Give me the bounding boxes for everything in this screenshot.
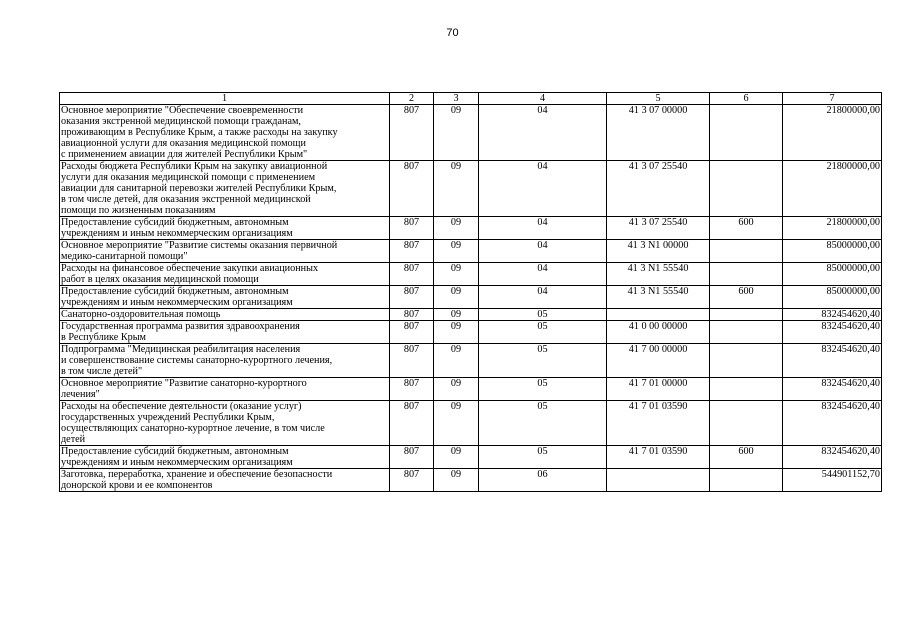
table-row bbox=[60, 309, 882, 321]
row-name-cell: Расходы бюджета Республики Крым на закупку авиационной услуги для оказания медицинской помощи с применением авиации для санитарной перевозки жителей Республики Крым, в том числе детей, для оказания экстренной медицинской помощи по жизненным показаниям bbox=[60, 161, 390, 217]
expense-type-cell bbox=[710, 240, 783, 263]
amount-cell: 832454620,40 bbox=[783, 344, 882, 378]
page-number: 70 bbox=[446, 27, 459, 39]
row-name-cell: Заготовка, переработка, хранение и обеспечение безопасности донорской крови и ее компонентов bbox=[60, 469, 390, 492]
target-article-cell bbox=[607, 309, 710, 321]
target-article-cell: 41 3 07 00000 bbox=[607, 105, 710, 161]
table-row bbox=[60, 446, 882, 469]
table-row bbox=[60, 321, 882, 344]
department-code-cell: 807 bbox=[390, 105, 434, 161]
amount-cell: 85000000,00 bbox=[783, 286, 882, 309]
expense-type-cell bbox=[710, 378, 783, 401]
amount-cell: 21800000,00 bbox=[783, 217, 882, 240]
section-code-cell: 09 bbox=[434, 446, 479, 469]
row-name-cell: Основное мероприятие "Развитие санаторно-курортного лечения" bbox=[60, 378, 390, 401]
section-code-cell: 09 bbox=[434, 286, 479, 309]
section-code-cell: 09 bbox=[434, 161, 479, 217]
subsection-code-cell: 05 bbox=[479, 321, 607, 344]
department-code-cell: 807 bbox=[390, 240, 434, 263]
table-row bbox=[60, 240, 882, 263]
subsection-code-cell: 05 bbox=[479, 446, 607, 469]
amount-cell: 85000000,00 bbox=[783, 240, 882, 263]
row-name-cell: Предоставление субсидий бюджетным, автономным учреждениям и иным некоммерческим организациям bbox=[60, 217, 390, 240]
target-article-cell: 41 3 07 25540 bbox=[607, 217, 710, 240]
amount-cell: 21800000,00 bbox=[783, 105, 882, 161]
column-header: 6 bbox=[710, 93, 783, 105]
row-name-cell: Расходы на финансовое обеспечение закупки авиационных работ в целях оказания медицинской помощи bbox=[60, 263, 390, 286]
row-name-cell: Санаторно-оздоровительная помощь bbox=[60, 309, 390, 321]
target-article-cell: 41 3 N1 55540 bbox=[607, 263, 710, 286]
column-header: 3 bbox=[434, 93, 479, 105]
subsection-code-cell: 04 bbox=[479, 263, 607, 286]
section-code-cell: 09 bbox=[434, 469, 479, 492]
department-code-cell: 807 bbox=[390, 309, 434, 321]
amount-cell: 832454620,40 bbox=[783, 401, 882, 446]
department-code-cell: 807 bbox=[390, 286, 434, 309]
expense-type-cell bbox=[710, 469, 783, 492]
amount-cell: 832454620,40 bbox=[783, 321, 882, 344]
amount-cell: 21800000,00 bbox=[783, 161, 882, 217]
row-name-cell: Предоставление субсидий бюджетным, автономным учреждениям и иным некоммерческим организациям bbox=[60, 446, 390, 469]
department-code-cell: 807 bbox=[390, 321, 434, 344]
subsection-code-cell: 05 bbox=[479, 401, 607, 446]
target-article-cell: 41 7 01 03590 bbox=[607, 401, 710, 446]
expense-type-cell: 600 bbox=[710, 446, 783, 469]
section-code-cell: 09 bbox=[434, 309, 479, 321]
subsection-code-cell: 05 bbox=[479, 309, 607, 321]
section-code-cell: 09 bbox=[434, 321, 479, 344]
column-header: 4 bbox=[479, 93, 607, 105]
subsection-code-cell: 05 bbox=[479, 378, 607, 401]
target-article-cell bbox=[607, 469, 710, 492]
section-code-cell: 09 bbox=[434, 344, 479, 378]
department-code-cell: 807 bbox=[390, 446, 434, 469]
section-code-cell: 09 bbox=[434, 401, 479, 446]
subsection-code-cell: 04 bbox=[479, 217, 607, 240]
target-article-cell: 41 3 07 25540 bbox=[607, 161, 710, 217]
row-name-cell: Основное мероприятие "Обеспечение своевременности оказания экстренной медицинской помощи гражданам, проживающим в Республике Крым, а также расходы на закупку авиационной услуги для оказания медицинской помощи с применением авиации для жителей Республики Крым" bbox=[60, 105, 390, 161]
table-row bbox=[60, 263, 882, 286]
target-article-cell: 41 0 00 00000 bbox=[607, 321, 710, 344]
column-header: 7 bbox=[783, 93, 882, 105]
expense-type-cell bbox=[710, 321, 783, 344]
subsection-code-cell: 04 bbox=[479, 105, 607, 161]
table-row bbox=[60, 105, 882, 161]
row-name-cell: Основное мероприятие "Развитие системы оказания первичной медико-санитарной помощи" bbox=[60, 240, 390, 263]
column-header: 5 bbox=[607, 93, 710, 105]
header-row bbox=[60, 93, 882, 105]
expense-type-cell bbox=[710, 309, 783, 321]
subsection-code-cell: 04 bbox=[479, 286, 607, 309]
table-row bbox=[60, 217, 882, 240]
table-row bbox=[60, 469, 882, 492]
expense-type-cell bbox=[710, 161, 783, 217]
subsection-code-cell: 04 bbox=[479, 161, 607, 217]
expense-type-cell: 600 bbox=[710, 217, 783, 240]
table-row bbox=[60, 161, 882, 217]
subsection-code-cell: 06 bbox=[479, 469, 607, 492]
row-name-cell: Предоставление субсидий бюджетным, автономным учреждениям и иным некоммерческим организациям bbox=[60, 286, 390, 309]
department-code-cell: 807 bbox=[390, 263, 434, 286]
department-code-cell: 807 bbox=[390, 344, 434, 378]
department-code-cell: 807 bbox=[390, 217, 434, 240]
row-name-cell: Государственная программа развития здравоохранения в Республике Крым bbox=[60, 321, 390, 344]
target-article-cell: 41 3 N1 55540 bbox=[607, 286, 710, 309]
amount-cell: 85000000,00 bbox=[783, 263, 882, 286]
target-article-cell: 41 3 N1 00000 bbox=[607, 240, 710, 263]
expense-type-cell: 600 bbox=[710, 286, 783, 309]
section-code-cell: 09 bbox=[434, 240, 479, 263]
section-code-cell: 09 bbox=[434, 263, 479, 286]
column-header: 1 bbox=[60, 93, 390, 105]
expense-type-cell bbox=[710, 263, 783, 286]
expense-type-cell bbox=[710, 105, 783, 161]
section-code-cell: 09 bbox=[434, 105, 479, 161]
department-code-cell: 807 bbox=[390, 469, 434, 492]
department-code-cell: 807 bbox=[390, 378, 434, 401]
target-article-cell: 41 7 01 00000 bbox=[607, 378, 710, 401]
expense-type-cell bbox=[710, 401, 783, 446]
table-row bbox=[60, 401, 882, 446]
subsection-code-cell: 04 bbox=[479, 240, 607, 263]
department-code-cell: 807 bbox=[390, 161, 434, 217]
row-name-cell: Расходы на обеспечение деятельности (оказание услуг) государственных учреждений Республики Крым, осуществляющих санаторно-курортное лечение, в том числе детей bbox=[60, 401, 390, 446]
target-article-cell: 41 7 01 03590 bbox=[607, 446, 710, 469]
section-code-cell: 09 bbox=[434, 217, 479, 240]
amount-cell: 544901152,70 bbox=[783, 469, 882, 492]
row-name-cell: Подпрограмма "Медицинская реабилитация населения и совершенствование системы санаторно-курортного лечения, в том числе детей" bbox=[60, 344, 390, 378]
subsection-code-cell: 05 bbox=[479, 344, 607, 378]
amount-cell: 832454620,40 bbox=[783, 309, 882, 321]
amount-cell: 832454620,40 bbox=[783, 446, 882, 469]
target-article-cell: 41 7 00 00000 bbox=[607, 344, 710, 378]
budget-table bbox=[59, 92, 882, 492]
table-row bbox=[60, 344, 882, 378]
amount-cell: 832454620,40 bbox=[783, 378, 882, 401]
column-header: 2 bbox=[390, 93, 434, 105]
table-row bbox=[60, 286, 882, 309]
department-code-cell: 807 bbox=[390, 401, 434, 446]
section-code-cell: 09 bbox=[434, 378, 479, 401]
table-row bbox=[60, 378, 882, 401]
expense-type-cell bbox=[710, 344, 783, 378]
